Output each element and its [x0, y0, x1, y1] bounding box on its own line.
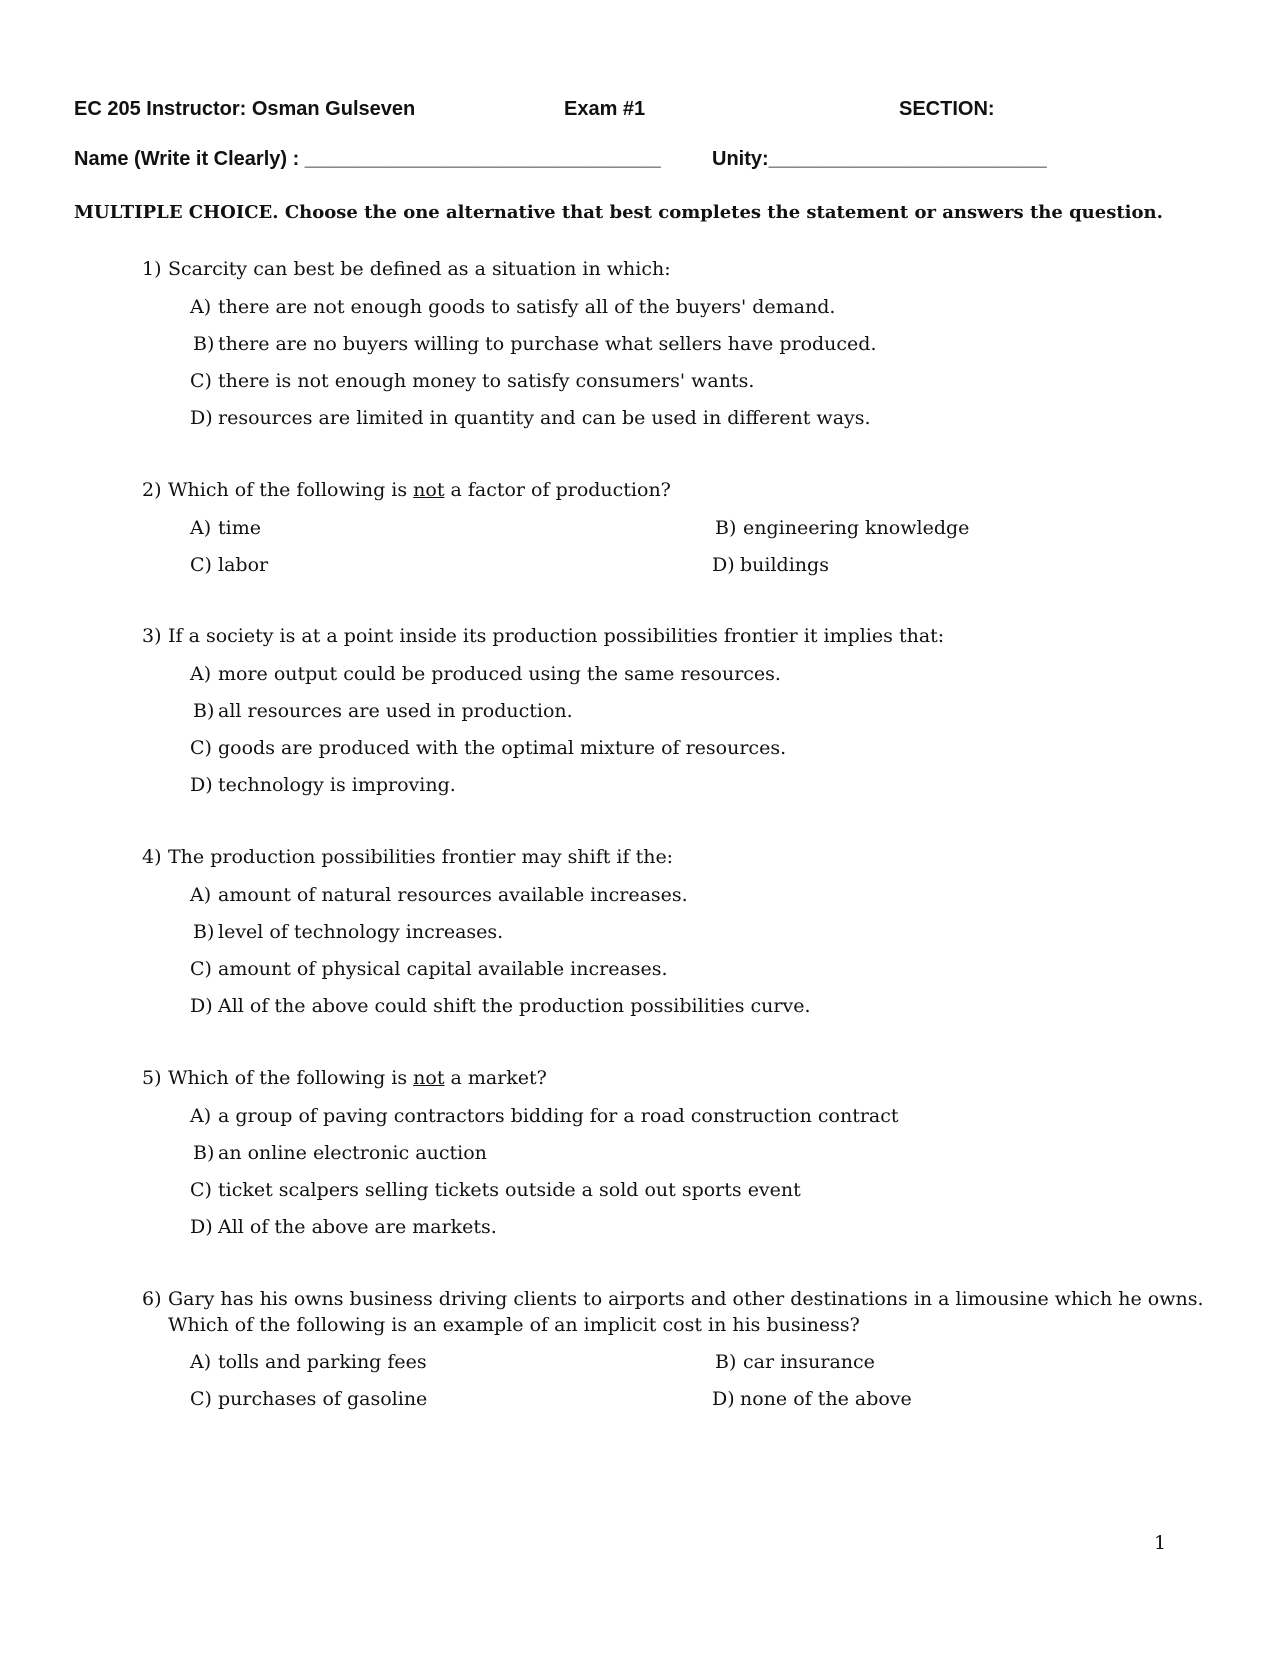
question-2-option-b[interactable] [715, 517, 969, 539]
option-text: there are not enough goods to satisfy all of the buyers' demand. [218, 296, 836, 318]
question-number: 5) [142, 1067, 162, 1089]
option-text: purchases of gasoline [218, 1388, 428, 1410]
option-label: A) [190, 517, 212, 539]
question-5-option-d[interactable] [190, 1216, 497, 1238]
question-number: 6) [142, 1288, 162, 1310]
question-4-option-c[interactable] [190, 958, 668, 980]
question-6-option-c[interactable] [190, 1388, 427, 1410]
question-3-option-a[interactable] [190, 663, 781, 685]
option-label: C) [190, 737, 212, 759]
option-text: a group of paving contractors bidding for a road construction contract [218, 1105, 899, 1127]
option-text: tolls and parking fees [218, 1351, 427, 1373]
option-label: C) [190, 1179, 212, 1201]
question-text: If a society is at a point inside its production possibilities frontier it implies that: [168, 625, 945, 647]
option-label: D) [190, 774, 213, 796]
option-label: B) [193, 921, 215, 943]
option-text: resources are limited in quantity and can be used in different ways. [218, 407, 871, 429]
question-number: 2) [142, 479, 162, 501]
question-3-option-b[interactable] [193, 700, 573, 722]
option-label: A) [190, 1105, 212, 1127]
option-text: All of the above are markets. [218, 1216, 497, 1238]
option-label: D) [190, 1216, 213, 1238]
option-text: amount of physical capital available increases. [218, 958, 668, 980]
question-2 [142, 477, 671, 503]
exam-title: Exam #1 [564, 98, 646, 120]
option-label: C) [190, 554, 212, 576]
option-label: D) [712, 554, 735, 576]
question-text: Which of the following is [168, 1067, 414, 1089]
option-label: C) [190, 958, 212, 980]
question-1-option-c[interactable] [190, 370, 754, 392]
question-1 [142, 256, 671, 282]
option-text: all resources are used in production. [218, 700, 573, 722]
question-1-option-d[interactable] [190, 407, 871, 429]
question-text-end: a market? [444, 1067, 547, 1089]
option-text: time [218, 517, 261, 539]
question-3-option-c[interactable] [190, 737, 786, 759]
question-5-option-c[interactable] [190, 1179, 801, 1201]
question-text: Gary has his owns business driving clients to airports and other destinations in a limousine which he owns. [168, 1288, 1204, 1310]
option-text: none of the above [740, 1388, 912, 1410]
option-text: car insurance [743, 1351, 875, 1373]
option-label: C) [190, 1388, 212, 1410]
question-1-option-a[interactable] [190, 296, 835, 318]
question-5-option-b[interactable] [193, 1142, 487, 1164]
course-instructor-title: EC 205 Instructor: Osman Gulseven [74, 98, 416, 120]
question-number: 4) [142, 846, 162, 868]
question-6-option-b[interactable] [715, 1351, 875, 1373]
question-2-option-c[interactable] [190, 554, 268, 576]
option-text: goods are produced with the optimal mixture of resources. [218, 737, 787, 759]
option-label: B) [193, 1142, 215, 1164]
question-6 [142, 1286, 1204, 1338]
option-text: there are no buyers willing to purchase what sellers have produced. [218, 333, 877, 355]
name-field[interactable]: Name (Write it Clearly) : ________________________________ [74, 148, 661, 170]
option-label: A) [190, 884, 212, 906]
emphasis-not: not [413, 479, 445, 501]
option-text: level of technology increases. [218, 921, 504, 943]
question-4-option-a[interactable] [190, 884, 688, 906]
option-label: A) [190, 663, 212, 685]
option-label: B) [193, 333, 215, 355]
question-4-option-b[interactable] [193, 921, 503, 943]
question-1-option-b[interactable] [193, 333, 877, 355]
question-text: Scarcity can best be defined as a situation in which: [168, 258, 671, 280]
option-text: there is not enough money to satisfy consumers' wants. [218, 370, 755, 392]
option-label: C) [190, 370, 212, 392]
option-label: B) [715, 1351, 737, 1373]
option-label: A) [190, 296, 212, 318]
option-label: B) [715, 517, 737, 539]
option-label: A) [190, 1351, 212, 1373]
question-number: 3) [142, 625, 162, 647]
question-3-option-d[interactable] [190, 774, 456, 796]
question-3 [142, 623, 944, 649]
option-text: labor [218, 554, 269, 576]
option-text: engineering knowledge [743, 517, 970, 539]
question-text-end: a factor of production? [444, 479, 671, 501]
question-4-option-d[interactable] [190, 995, 811, 1017]
option-text: amount of natural resources available increases. [218, 884, 688, 906]
option-label: D) [190, 407, 213, 429]
question-2-option-a[interactable] [190, 517, 261, 539]
question-text-line-2: Which of the following is an example of an implicit cost in his business? [168, 1314, 860, 1336]
option-label: D) [712, 1388, 735, 1410]
unity-field[interactable]: Unity:_________________________ [712, 148, 1047, 170]
option-text: more output could be produced using the same resources. [218, 663, 781, 685]
instructions: MULTIPLE CHOICE. Choose the one alternative that best completes the statement or answers the question. [74, 202, 1163, 223]
question-5 [142, 1065, 547, 1091]
question-number: 1) [142, 258, 162, 280]
section-label: SECTION: [899, 98, 995, 120]
page-number: 1 [1154, 1532, 1167, 1554]
option-label: B) [193, 700, 215, 722]
emphasis-not: not [413, 1067, 445, 1089]
question-text: Which of the following is [168, 479, 414, 501]
option-text: an online electronic auction [218, 1142, 487, 1164]
question-6-option-a[interactable] [190, 1351, 427, 1373]
option-text: buildings [740, 554, 829, 576]
question-5-option-a[interactable] [190, 1105, 899, 1127]
question-text: The production possibilities frontier may shift if the: [168, 846, 674, 868]
option-text: ticket scalpers selling tickets outside a sold out sports event [218, 1179, 801, 1201]
option-text: technology is improving. [218, 774, 456, 796]
option-text: All of the above could shift the production possibilities curve. [218, 995, 811, 1017]
option-label: D) [190, 995, 213, 1017]
question-4 [142, 844, 673, 870]
question-6-option-d[interactable] [712, 1388, 912, 1410]
question-2-option-d[interactable] [712, 554, 829, 576]
